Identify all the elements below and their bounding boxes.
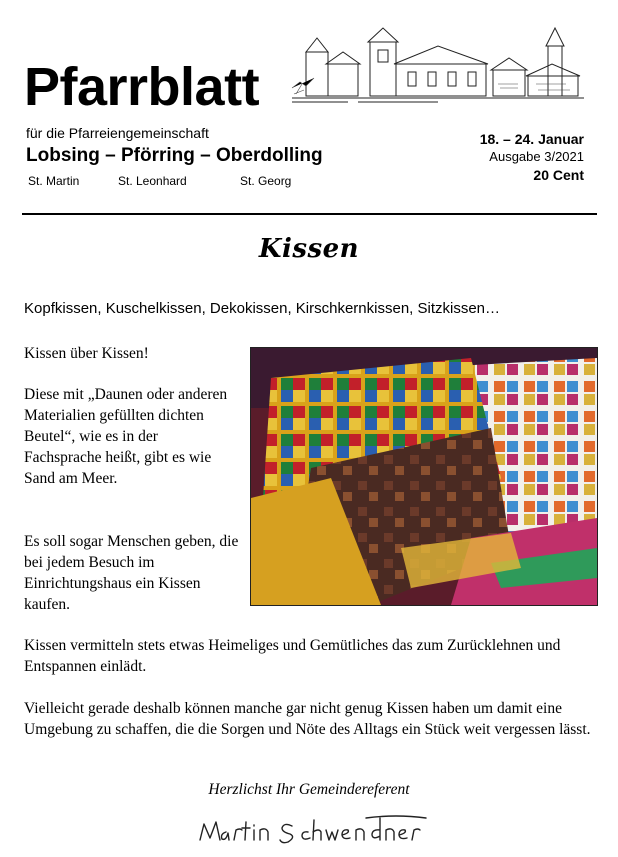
article-paragraph: Es soll sogar Menschen geben, die bei jedem Besuch im Einrichtungshaus ein Kissen kaufen. (24, 533, 239, 613)
saint-georg-label: St. Georg (240, 174, 292, 188)
saint-martin-label: St. Martin (28, 174, 80, 188)
closing-line: Herzlichst Ihr Gemeindereferent (208, 781, 410, 798)
issue-price: 20 Cent (533, 167, 584, 183)
article-paragraph: Vielleicht gerade deshalb können manche gar nicht genug Kissen haben um damit eine Umgebung zu schaffen, die die Sorgen und Nöte des Alltags ein Stück weit vergessen lässt. (24, 700, 591, 738)
article-title: Kissen (258, 234, 360, 264)
issue-info (480, 130, 584, 184)
article-intro: Kopfkissen, Kuschelkissen, Dekokissen, Kirschkernkissen, Sitzkissen… (24, 300, 501, 317)
masthead-subtitle: für die Pfarreiengemeinschaft (26, 125, 209, 141)
saint-leonhard-label: St. Leonhard (118, 174, 187, 188)
church-sketch-illustration (288, 24, 588, 106)
header-divider (22, 213, 597, 215)
masthead-title: Pfarrblatt (24, 57, 260, 117)
issue-number: Ausgabe 3/2021 (489, 149, 584, 164)
issue-dates: 18. – 24. Januar (479, 131, 584, 147)
article-paragraph: Kissen vermitteln stets etwas Heimeliges und Gemütliches das zum Zurücklehnen und Entspannen einlädt. (24, 637, 561, 675)
article-paragraph: Diese mit „Daunen oder anderen Materialien gefüllten dichten Beutel“, wie es in der Fachsprache heißt, gibt es wie Sand am Meer. (24, 386, 228, 487)
article-paragraph: Kissen über Kissen! (24, 345, 149, 362)
masthead-parishes: Lobsing – Pförring – Oberdolling (26, 145, 323, 166)
pillow-photo (250, 347, 598, 606)
signature (196, 810, 436, 850)
